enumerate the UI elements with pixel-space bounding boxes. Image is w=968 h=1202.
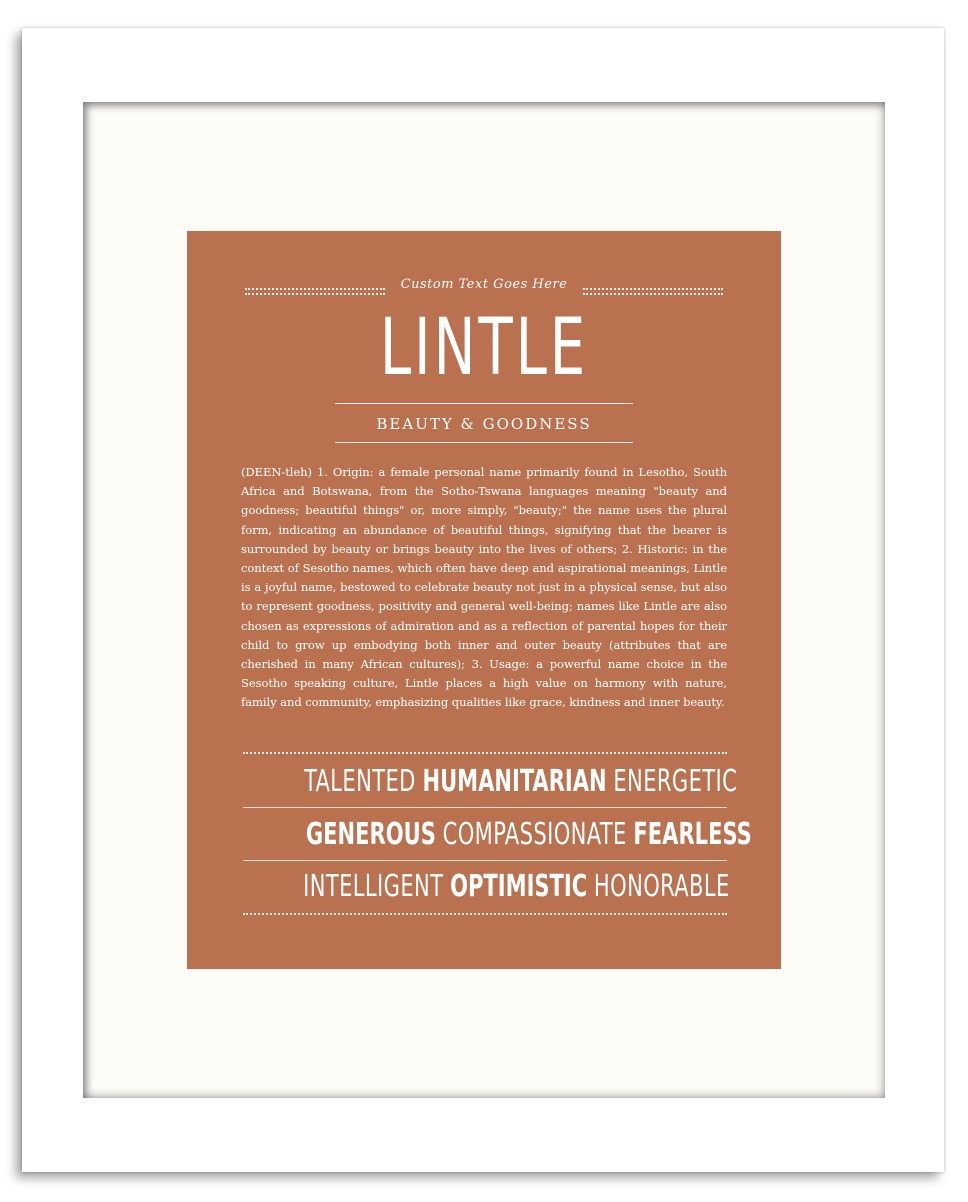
trait-word: FEARLESS [633, 817, 752, 852]
trait-word: INTELLIGENT [303, 869, 444, 904]
name-title: LINTLE [379, 303, 589, 393]
trait-word: GENEROUS [305, 817, 436, 852]
trait-word: ENERGETIC [613, 764, 738, 799]
name-print [187, 231, 781, 969]
dotted-divider-traits-top [243, 752, 727, 754]
rule-bottom [335, 442, 633, 443]
trait-word: COMPASSIONATE [442, 817, 627, 852]
trait-word: HONORABLE [593, 869, 730, 904]
trait-separator [243, 807, 727, 808]
picture-frame [22, 28, 944, 1172]
trait-word: TALENTED [304, 764, 416, 799]
trait-separator [243, 860, 727, 861]
mat-board [83, 102, 885, 1098]
trait-row-2 [243, 815, 752, 855]
rule-top [335, 403, 633, 404]
trait-word: OPTIMISTIC [450, 869, 588, 904]
name-definition: (DEEN-tleh) 1. Origin: a female personal name primarily found in Lesotho, South Africa and Botswana, from the Sotho-Tswana languages meaning "beauty and goodness; beautiful things" or, more simply, "beauty;" the name uses the plural form, indicating an abundance of beautiful things, signifying that the bearer is surrounded by beauty or brings beauty into the lives of others; 2. Historic: in the context of Sesotho names, which often have deep and aspirational meanings, Lintle is a joyful name, bestowed to celebrate beauty not just in a physical sense, but also to represent goodness, positivity and general well-being; names like Lintle are also chosen as expressions of admiration and as a reflection of parental hopes for their child to grow up embodying both inner and outer beauty (attributes that are cherished in many African cultures); 3. Usage: a powerful name choice in the Sesotho speaking culture, Lintle places a high value on harmony with nature, family and community, emphasizing qualities like grace, kindness and inner beauty. [241, 465, 727, 710]
trait-row-1 [243, 762, 738, 802]
trait-word: HUMANITARIAN [422, 764, 607, 799]
custom-tagline: Custom Text Goes Here [400, 277, 568, 292]
trait-row-3 [243, 867, 730, 907]
name-meaning: BEAUTY & GOODNESS [376, 415, 592, 433]
dotted-divider-traits-bottom [243, 913, 727, 915]
